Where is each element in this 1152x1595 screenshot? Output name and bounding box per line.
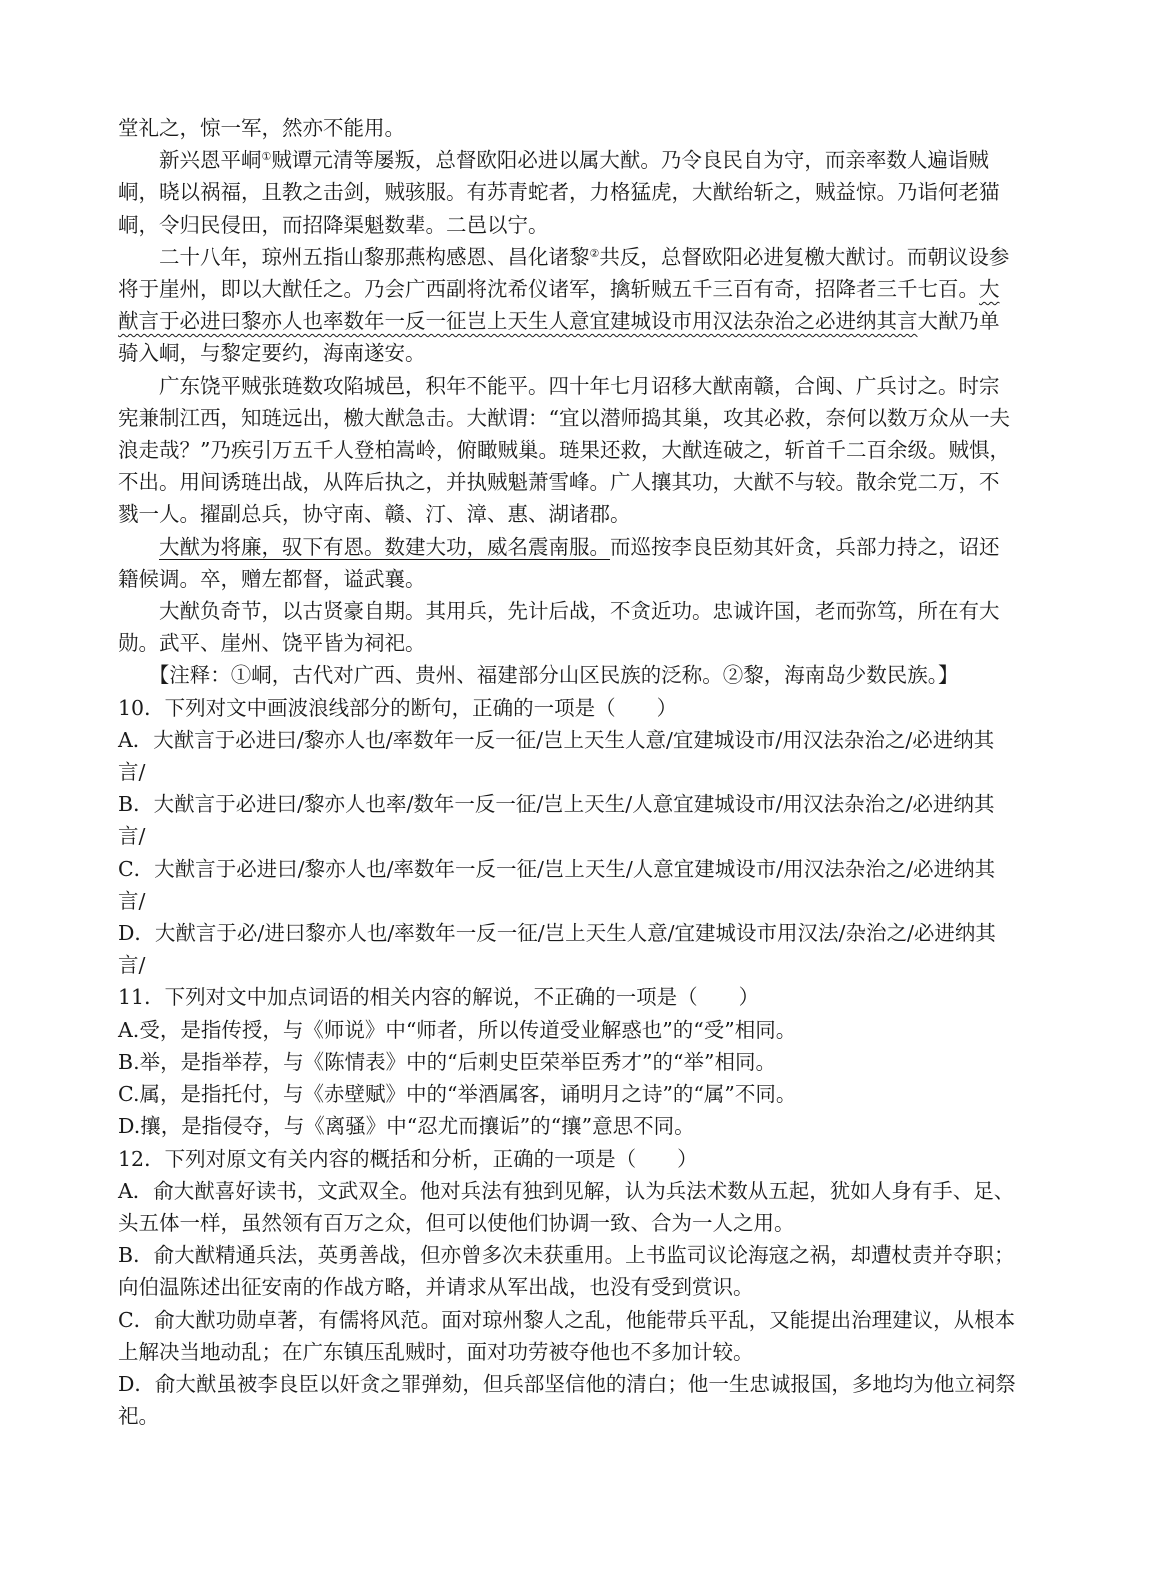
footnote-marker-2: ② xyxy=(589,246,600,260)
p2-text-a: 二十八年，琼州五指山黎那燕构感恩、昌化诸黎 xyxy=(159,244,590,269)
passage-paragraph-0: 堂礼之，惊一军，然亦不能用。 xyxy=(118,116,405,140)
question-11-option-c: C.属，是指托付，与《赤壁赋》中的“举酒属客，诵明月之诗”的“属”不同。 xyxy=(118,1082,797,1107)
question-12-option-b: B．俞大猷精通兵法，英勇善战，但亦曾多次未获重用。上书监司议论海寇之祸，却遭杖责并夺职；向伯温陈述出征安南的作战方略，并请求从军出战，也没有受到赏识。 xyxy=(118,1243,1015,1300)
passage-paragraph-1 xyxy=(118,144,1018,241)
p2-text-c: 大猷乃单骑入峒，与黎定要约，海南遂安。 xyxy=(118,309,1000,366)
question-12-option-d: D．俞大猷虽被李良臣以奸贪之罪弹劾，但兵部坚信他的清白；他一生忠诚报国，多地均为他立祠祭祀。 xyxy=(118,1371,1016,1429)
question-12-stem: 12．下列对原文有关内容的概括和分析，正确的一项是（ ） xyxy=(118,1146,698,1171)
question-10-option-a: A．大猷言于必进曰/黎亦人也/率数年一反一征/岂上天生人意/宜建城设市/用汉法杂治之/必进纳其言/ xyxy=(118,727,995,785)
p1-text-b: 贼谭元清等屡叛，总督欧阳必进以属大猷。乃令良民自为守，而亲率数人遍诣贼峒，晓以祸福，且教之击剑，贼骇服。有苏青蛇者，力格猛虎，大猷绐斩之，贼益惊。乃诣何老猫峒，令归民侵田，而招降渠魁数辈。二邑以宁。 xyxy=(118,148,1000,237)
question-10-option-b: B．大猷言于必进曰/黎亦人也率/数年一反一征/岂上天生/人意宜建城设市/用汉法杂治之/必进纳其言/ xyxy=(118,792,995,849)
question-11-option-a: A.受，是指传授，与《师说》中“师者，所以传道受业解惑也”的“受”相同。 xyxy=(118,1017,797,1042)
footnote-marker-1: ① xyxy=(261,150,272,164)
p2-text-b: 共反，总督欧阳必进复檄大猷讨。而朝议设参将于崖州，即以大猷任之。乃会广西副将沈希仪诸军，擒斩贼五千三百有奇，招降者三千七百。 xyxy=(118,244,1010,302)
question-12-option-a: A．俞大猷喜好读书，文武双全。他对兵法有独到见解，认为兵法术数从五起，犹如人身有手、足、头五体一样，虽然领有百万之众，但可以使他们协调一致、合为一人之用。 xyxy=(118,1178,1015,1235)
passage-paragraph-2 xyxy=(118,241,1018,370)
question-11-stem: 11．下列对文中加点词语的相关内容的解说，不正确的一项是（ ） xyxy=(118,985,760,1010)
passage-paragraph-3: 广东饶平贼张琏数攻陷城邑，积年不能平。四十年七月诏移大猷南赣，合闽、广兵讨之。时宗宪兼制江西，知琏远出，檄大猷急击。大猷谓：“宜以潜师捣其巢，攻其必救，奈何以数万众从一夫浪走哉？”乃疾引万五千人登柏嵩岭，俯瞰贼巢。琏果还救，大猷连破之，斩首千二百余级。贼惧，不出。用间诱琏出战，从阵后执之，并执贼魁萧雪峰。广人攘其功，大猷不与较。散余党二万，不戮一人。擢副总兵，协守南、赣、汀、漳、惠、湖诸郡。 xyxy=(118,373,1010,527)
p1-text-a: 新兴恩平峒 xyxy=(159,148,262,173)
passage-paragraph-5: 大猷负奇节，以古贤豪自期。其用兵，先计后战，不贪近功。忠诚许国，老而弥笃，所在有大勋。武平、崖州、饶平皆为祠祀。 xyxy=(118,599,1000,656)
question-11-option-b: B.举，是指举荐，与《陈情表》中的“后刺史臣荣举臣秀才”的“举”相同。 xyxy=(118,1049,777,1074)
question-10-option-d: D．大猷言于必/进曰黎亦人也/率数年一反一征/岂上天生人意/宜建城设市用汉法/杂治之/必进纳其言/ xyxy=(118,921,996,978)
underlined-sentence: 大猷为将廉，驭下有恩。数建大功，威名震南服。 xyxy=(159,534,610,559)
question-11-option-d: D.攘，是指侵夺，与《离骚》中“忍尤而攘诟”的“攘”意思不同。 xyxy=(118,1114,695,1139)
question-10-stem: 10．下列对文中画波浪线部分的断句，正确的一项是（ ） xyxy=(118,695,678,720)
question-12-option-c: C．俞大猷功勋卓著，有儒将风范。面对琼州黎人之乱，他能带兵平乱，又能提出治理建议，从根本上解决当地动乱；在广东镇压乱贼时，面对功劳被夺他也不多加计较。 xyxy=(118,1307,1016,1364)
question-10-option-c: C．大猷言于必进曰/黎亦人也/率数年一反一征/岂上天生/人意宜建城设市/用汉法杂治之/必进纳其言/ xyxy=(118,856,996,913)
wavy-underlined-sentence: 大猷言于必进曰黎亦人也率数年一反一征岂上天生人意宜建城设市用汉法杂治之必进纳其言 xyxy=(118,277,1000,334)
p4-text-b: 而巡按李良臣劾其奸贪，兵部力持之，诏还籍候调。卒，赠左都督，谥武襄。 xyxy=(118,534,1000,591)
exam-page xyxy=(118,112,1018,1432)
annotation-note: 【注释：①峒，古代对广西、贵州、福建部分山区民族的泛称。②黎，海南岛少数民族。】 xyxy=(148,663,959,688)
passage-paragraph-4 xyxy=(118,531,1018,595)
